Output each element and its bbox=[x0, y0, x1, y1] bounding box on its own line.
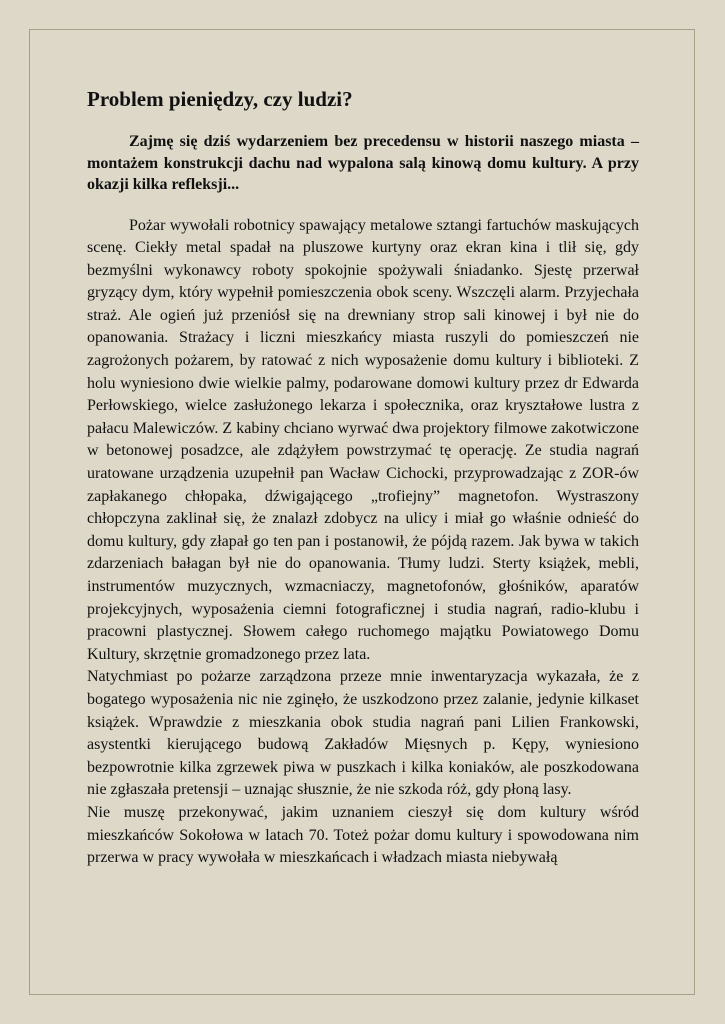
article bbox=[87, 86, 639, 870]
paragraph-1: Pożar wywołali robotnicy spawający metalowe sztangi fartuchów maskujących scenę. Ciekły metal spadał na pluszowe kurtyny oraz ekran kina i tlił się, gdy bezmyślni wykonawcy roboty spokojnie spożywali śniadanko. Sjestę przerwał gryzący dym, który wypełnił pomieszczenia obok sceny. Wszczęli alarm. Przyjechała straż. Ale ogień już przeniósł się na drewniany strop sali kinowej i był nie do opanowania. Strażacy i liczni mieszkańcy miasta ruszyli do pomieszczeń nie zagrożonych pożarem, by ratować z nich wyposażenie domu kultury i biblioteki. Z holu wyniesiono dwie wielkie palmy, podarowane domowi kultury przez dr Edwarda Perłowskiego, wielce zasłużonego lekarza i społecznika, oraz kryształowe lustra z pałacu Malewiczów. Z kabiny chciano wyrwać dwa projektory filmowe zakotwiczone w betonowej posadzce, ale zdążyłem powstrzymać tę operację. Ze studia nagrań uratowane urządzenia uzupełnił pan Wacław Cichocki, przyprowadzając z ZOR-ów zapłakanego chłopaka, dźwigającego „trofiejny” magnetofon. Wystraszony chłopczyna zaklinał się, że znalazł zdobycz na ulicy i miał go właśnie odnieść do domu kultury, gdy złapał go ten pan i postanowił, że pójdą razem. Jak bywa w takich zdarzeniach bałagan był nie do opanowania. Tłumy ludzi. Sterty książek, mebli, instrumentów muzycznych, wzmacniaczy, magnetofonów, głośników, aparatów projekcyjnych, wyposażenia ciemni fotograficznej i studia nagrań, radio-klubu i pracowni plastycznej. Słowem całego ruchomego majątku Powiatowego Domu Kultury, skrzętnie gromadzonego przez lata. bbox=[87, 216, 639, 663]
article-lead: Zajmę się dziś wydarzeniem bez precedensu w historii naszego miasta – montażem konstrukcji dachu nad wypalona salą kinową domu kultury. A przy okazji kilka refleksji... bbox=[87, 133, 639, 193]
article-title: Problem pieniędzy, czy ludzi? bbox=[87, 87, 353, 111]
paragraph-2: Natychmiast po pożarze zarządzona przeze mnie inwentaryzacja wykazała, że z bogatego wyposażenia nic nie zginęło, że uszkodzono przez zalanie, jedynie kilkaset książek. Wprawdzie z mieszkania obok studia nagrań pani Lilien Frankowski, asystentki kierującego budową Zakładów Mięsnych p. Kępy, wyniesiono bezpowrotnie kilka zgrzewek piwa w puszkach i kilka koniaków, ale poszkodowana nie zgłaszała pretensji – uznając słusznie, że nie szkoda róż, gdy płoną lasy. bbox=[87, 668, 639, 799]
paragraph-3: Nie muszę przekonywać, jakim uznaniem cieszył się dom kultury wśród mieszkańców Sokołowa w latach 70. Toteż pożar domu kultury i spowodowana nim przerwa w pracy wywołała w mieszkańcach i władzach miasta niebywałą bbox=[87, 803, 639, 867]
article-body bbox=[87, 215, 639, 870]
